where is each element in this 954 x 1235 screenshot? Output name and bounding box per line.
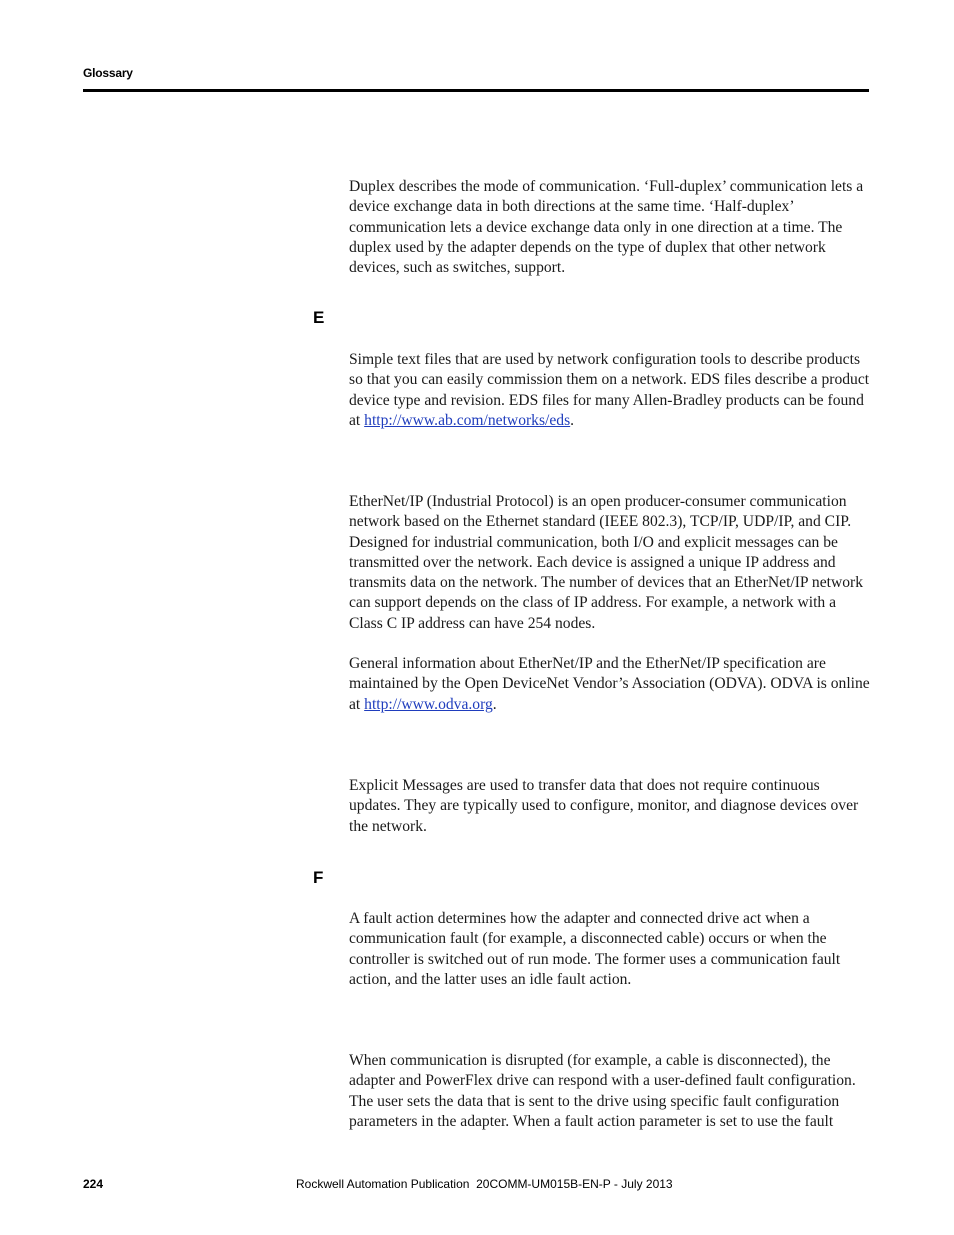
explicit-messages-definition: Explicit Messages are used to transfer data that does not require continuous updates. They are typically used to configure, monitor, and diagnose devices over the network. (349, 777, 859, 835)
page-number: 224 (83, 1177, 104, 1191)
header-divider (83, 89, 869, 92)
eds-definition-text: Simple text files that are used by network configuration tools to describe products so that you can easily commission them on a network. EDS files describe a product device type and revision. EDS files for many Allen-Bradley products can be found at (349, 351, 870, 429)
fault-action-definition: A fault action determines how the adapter and connected drive act when a communication fault (for example, a disconnected cable) occurs or when the controller is switched out of run mode. The former uses a communication fault action, and the latter uses an idle fault action. (349, 910, 841, 988)
section-header: Glossary (83, 66, 133, 80)
glossary-letter-e: E (313, 308, 325, 327)
duplex-definition: Duplex describes the mode of communication. ‘Full-duplex’ communication lets a device exchange data in both directions at the same time. ‘Half-duplex’ communication lets a device exchange data only in one direction at a time. The duplex used by the adapter depends on the type of duplex that other network devices, such as switches, support. (349, 178, 864, 277)
fault-configuration-definition: When communication is disrupted (for example, a cable is disconnected), the adapter and PowerFlex drive can respond with a user-defined fault configuration. The user sets the data that is sent to the drive using specific fault configuration parameters in the adapter. When a fault action parameter is set to use the fault (349, 1052, 856, 1130)
ethernet-ip-definition: EtherNet/IP (Industrial Protocol) is an open producer-consumer communication network based on the Ethernet standard (IEEE 802.3), TCP/IP, UDP/IP, and CIP. Designed for industrial communication, both I/O and explicit messages can be transmitted over the network. Each device is assigned a unique IP address and transmits data on the network. The number of devices that an EtherNet/IP network can support depends on the class of IP address. For example, a network with a Class C IP address can have 254 nodes. (349, 493, 864, 632)
ethernet-ip-info (349, 654, 871, 715)
publication-info: Rockwell Automation Publication 20COMM-UM015B-EN-P - July 2013 (296, 1177, 673, 1191)
ethernet-ip-info-end: . (492, 695, 497, 713)
eds-definition-end: . (570, 411, 575, 429)
glossary-letter-f: F (313, 868, 324, 887)
eds-link[interactable]: http://www.ab.com/networks/eds (364, 411, 571, 429)
eds-definition (349, 350, 871, 431)
ethernet-ip-info-text: General information about EtherNet/IP and the EtherNet/IP specification are maintained by the Open DeviceNet Vendor’s Association (ODVA). ODVA is online at (349, 655, 870, 713)
odva-link[interactable]: http://www.odva.org (364, 695, 493, 713)
